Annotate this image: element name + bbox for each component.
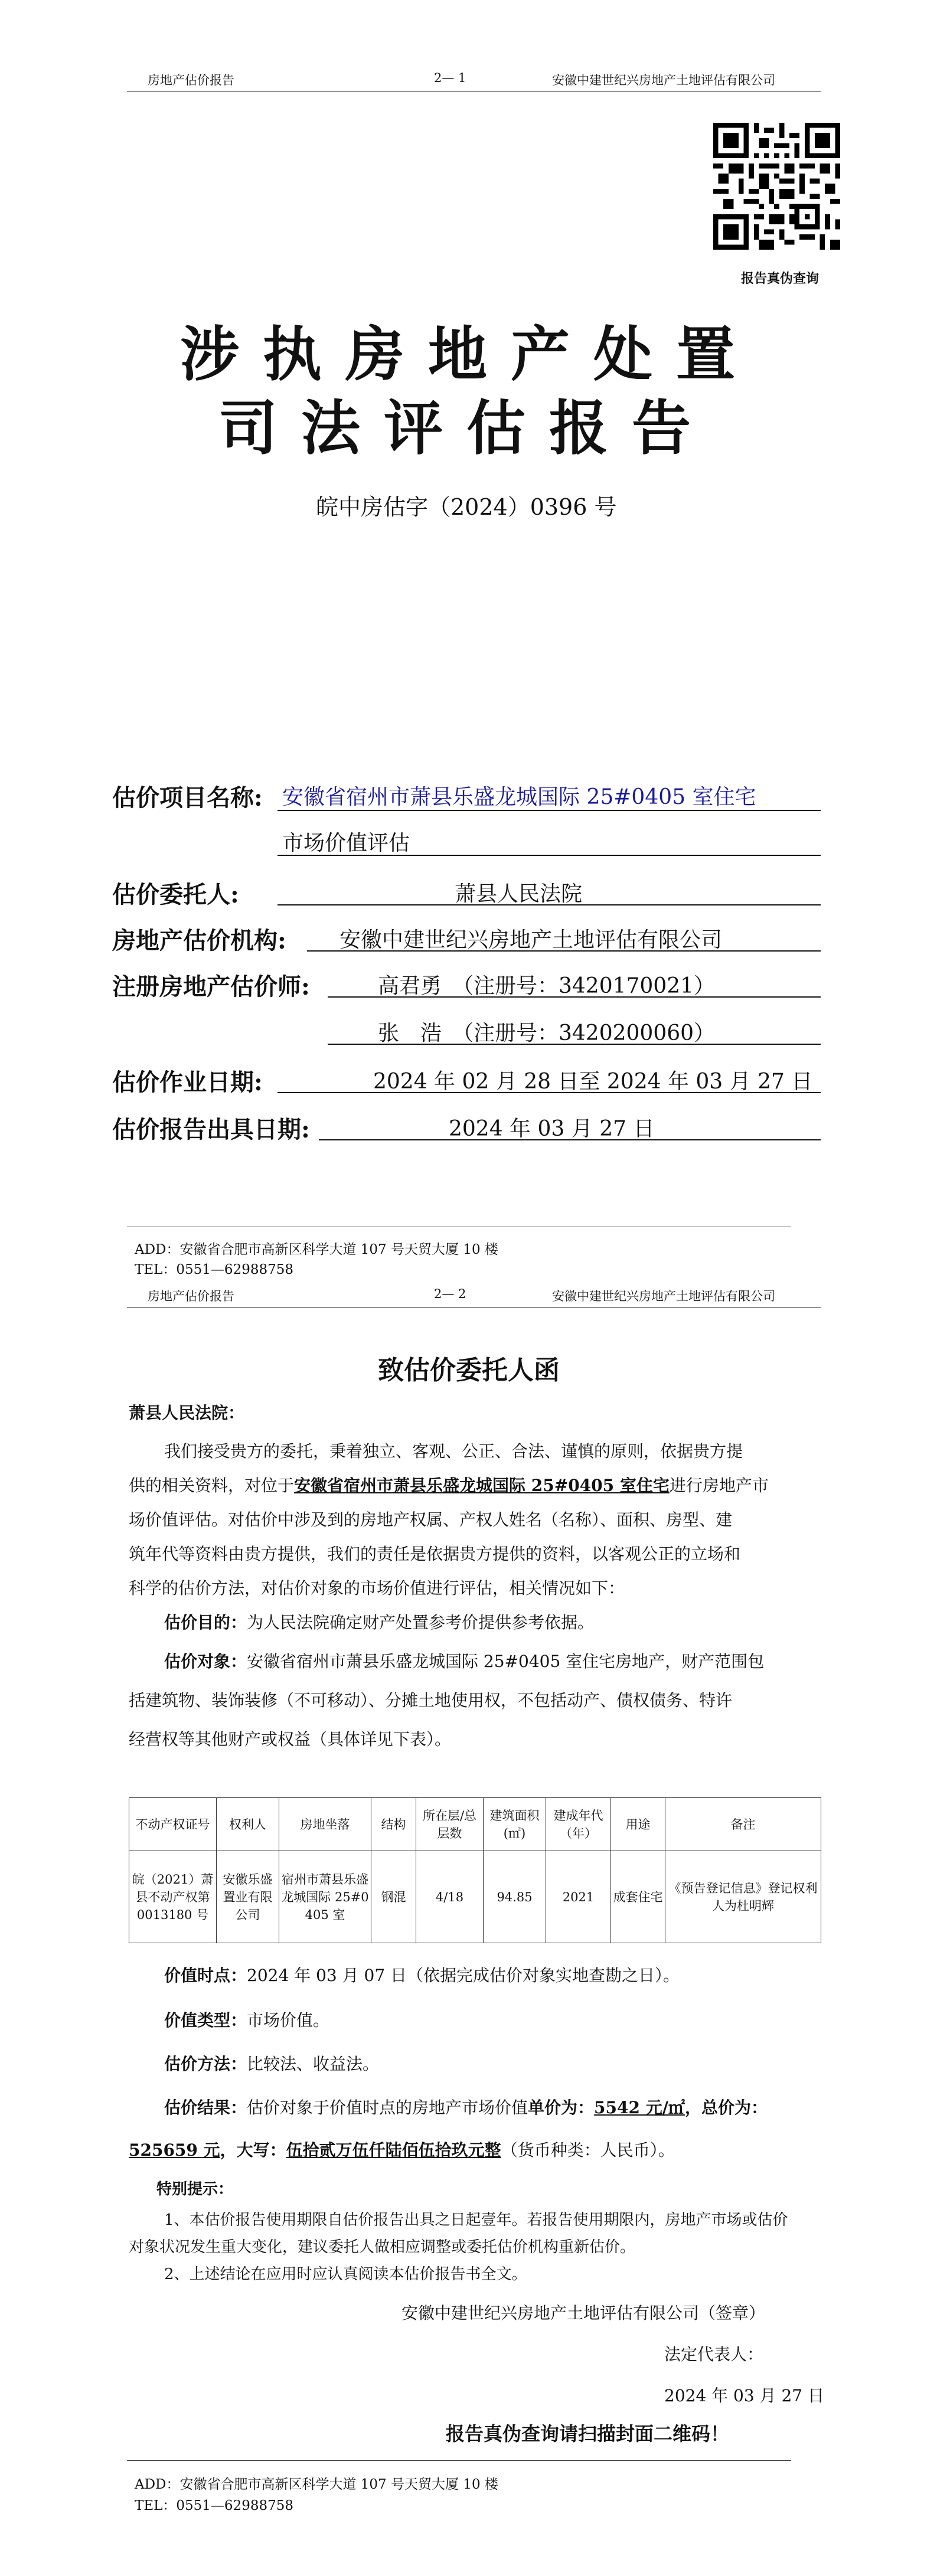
value-type-label: 价值类型： [164, 2011, 247, 2030]
footer-tel: TEL：0551—62988758 [135, 1262, 294, 1277]
value-type-value: 市场价值。 [247, 2011, 330, 2030]
unit-price-value: 5542 元/㎡ [594, 2098, 685, 2117]
method-value: 比较法、收益法。 [247, 2054, 380, 2074]
table-cell: 皖（2021）萧县不动产权第 0013180 号 [129, 1851, 217, 1943]
value-type [164, 2003, 329, 2038]
uppercase-value: 伍拾贰万伍仟陆佰伍拾玖元整 [286, 2140, 501, 2160]
table-cell: 94.85 [484, 1851, 546, 1943]
note-1-line1: 1、本估价报告使用期限自估价报告出具之日起壹年。若报告使用期限内，房地产市场或估价 [164, 2211, 788, 2229]
intro-line2-a: 供的相关资料，对位于 [129, 1476, 295, 1495]
underline [328, 1044, 821, 1045]
underline [328, 996, 821, 998]
result-label: 估价结果： [164, 2098, 247, 2117]
table-header: 结构 [371, 1798, 416, 1851]
table-header: 权利人 [217, 1798, 279, 1851]
footer-address: ADD：安徽省合肥市高新区科学大道 107 号天贸大厦 10 楼 [135, 2477, 498, 2492]
verify-notice: 报告真伪查询请扫描封面二维码！ [446, 2423, 730, 2445]
issue-date-value: 2024 年 03 月 27 日 [449, 1117, 655, 1141]
appraiser-1: 高君勇 （注册号：3420170021） [378, 974, 716, 998]
client-value: 萧县人民法院 [455, 882, 583, 906]
table-cell: 钢混 [371, 1851, 416, 1943]
letter-date: 2024 年 03 月 27 日 [664, 2386, 825, 2405]
table-row [129, 1851, 821, 1943]
qr-caption: 报告真伪查询 [741, 271, 820, 286]
document-number: 皖中房估字（2024）0396 号 [316, 494, 617, 520]
table-header: 不动产权证号 [129, 1798, 217, 1851]
appraiser-2: 张 浩 （注册号：3420200060） [378, 1021, 716, 1045]
underline [307, 950, 821, 952]
project-label: 估价项目名称: [112, 784, 263, 812]
table-cell: 4/18 [416, 1851, 484, 1943]
project-value-line2: 市场价值评估 [282, 831, 410, 855]
header-left: 房地产估价报告 [148, 73, 234, 87]
table-header: 建成年代（年） [546, 1798, 611, 1851]
work-period-label: 估价作业日期: [112, 1068, 263, 1096]
uppercase-label: ，大写： [220, 2140, 286, 2160]
underline [319, 1139, 821, 1140]
intro-line4: 筑年代等资料由贵方提供，我们的责任是依据贵方提供的资料，以客观公正的立场和 [129, 1544, 741, 1564]
table-cell: 《预告登记信息》登记权利人为杜明辉 [665, 1851, 821, 1943]
unit-price-label: 单价为： [528, 2098, 595, 2117]
object-label: 估价对象： [164, 1652, 247, 1671]
object [164, 1645, 764, 1679]
agency-value: 安徽中建世纪兴房地产土地评估有限公司 [339, 928, 723, 952]
value-date-label: 价值时点： [164, 1966, 247, 1985]
currency-note: （货币种类：人民币）。 [501, 2140, 675, 2160]
letter-title: 致估价委托人函 [378, 1355, 560, 1385]
footer-tel: TEL：0551—62988758 [135, 2498, 294, 2513]
issue-date-label: 估价报告出具日期: [112, 1116, 310, 1143]
company-signature: 安徽中建世纪兴房地产土地评估有限公司（签章） [401, 2303, 766, 2323]
table-cell: 安徽乐盛置业有限公司 [217, 1851, 279, 1943]
table-header-row [129, 1798, 821, 1851]
table-header: 备注 [665, 1798, 821, 1851]
header-right: 安徽中建世纪兴房地产土地评估有限公司 [552, 73, 775, 87]
table-header: 房地坐落 [279, 1798, 371, 1851]
header-page-number: 2— 2 [434, 1287, 466, 1301]
table-cell: 2021 [546, 1851, 611, 1943]
intro-line2 [129, 1469, 769, 1503]
note-1-line2: 对象状况发生重大变化，建议委托人做相应调整或委托估价机构重新估价。 [129, 2238, 636, 2256]
footer-rule [127, 2460, 791, 2461]
object-line2: 括建筑物、装饰装修（不可移动）、分摊土地使用权，不包括动产、债权债务、特许 [129, 1691, 733, 1710]
header-right: 安徽中建世纪兴房地产土地评估有限公司 [552, 1289, 775, 1303]
project-value-line1: 安徽省宿州市萧县乐盛龙城国际 25#0405 室住宅 [282, 785, 756, 809]
table-header: 所在层/总层数 [416, 1798, 484, 1851]
salutation: 萧县人民法院： [129, 1403, 245, 1423]
object-line1: 安徽省宿州市萧县乐盛龙城国际 25#0405 室住宅房地产，财产范围包 [247, 1652, 765, 1671]
agency-label: 房地产估价机构: [112, 927, 286, 954]
object-line3: 经营权等其他财产或权益（具体详见下表）。 [129, 1730, 452, 1749]
result-text: 估价对象于价值时点的房地产市场价值 [247, 2098, 528, 2117]
header-rule [127, 1307, 821, 1308]
header-left: 房地产估价报告 [148, 1289, 234, 1303]
table-cell: 宿州市萧县乐盛龙城国际 25#0405 室 [279, 1851, 371, 1943]
intro-line2-c: 进行房地产市 [669, 1476, 769, 1495]
legal-representative: 法定代表人： [664, 2345, 764, 2364]
intro-line5: 科学的估价方法，对估价对象的市场价值进行评估，相关情况如下： [129, 1578, 625, 1598]
header-rule [127, 91, 821, 92]
underline [277, 904, 821, 905]
appraiser-label: 注册房地产估价师: [112, 973, 310, 1001]
purpose-label: 估价目的： [164, 1613, 247, 1632]
value-date [164, 1959, 680, 1993]
special-notes-title: 特别提示： [156, 2181, 234, 2198]
intro-line1: 我们接受贵方的委托，秉着独立、客观、公正、合法、谨慎的原则，依据贵方提 [164, 1441, 743, 1461]
qr-code-icon [713, 123, 840, 250]
total-price-label: ，总价为： [684, 2098, 768, 2117]
property-address: 安徽省宿州市萧县乐盛龙城国际 25#0405 室住宅 [294, 1476, 670, 1495]
underline [277, 810, 821, 811]
report-title-line1: 涉执房地产处置 [180, 319, 759, 389]
footer-address: ADD：安徽省合肥市高新区科学大道 107 号天贸大厦 10 楼 [135, 1242, 498, 1257]
work-period-value: 2024 年 02 月 28 日至 2024 年 03 月 27 日 [373, 1070, 813, 1094]
table-header: 建筑面积(㎡) [484, 1798, 546, 1851]
method [164, 2047, 379, 2081]
table-header: 用途 [611, 1798, 665, 1851]
underline [277, 855, 821, 856]
note-2: 2、上述结论在应用时应认真阅读本估价报告书全文。 [164, 2266, 527, 2283]
header-page-number: 2— 1 [434, 71, 466, 85]
total-price-value: 525659 元 [129, 2140, 220, 2160]
report-title-line2: 司法评估报告 [218, 393, 714, 463]
result-line2 [129, 2133, 675, 2168]
purpose-value: 为人民法院确定财产处置参考价提供参考依据。 [247, 1613, 595, 1632]
intro-line3: 场价值评估。对估价中涉及到的房地产权属、产权人姓名（名称）、面积、房型、建 [129, 1510, 733, 1529]
table-cell: 成套住宅 [611, 1851, 665, 1943]
result-line1 [164, 2091, 768, 2125]
method-label: 估价方法： [164, 2054, 247, 2074]
purpose [164, 1606, 594, 1640]
property-table [129, 1797, 821, 1943]
underline [277, 1092, 821, 1093]
value-date-value: 2024 年 03 月 07 日（依据完成估价对象实地查勘之日）。 [247, 1966, 680, 1985]
client-label: 估价委托人: [112, 881, 239, 908]
